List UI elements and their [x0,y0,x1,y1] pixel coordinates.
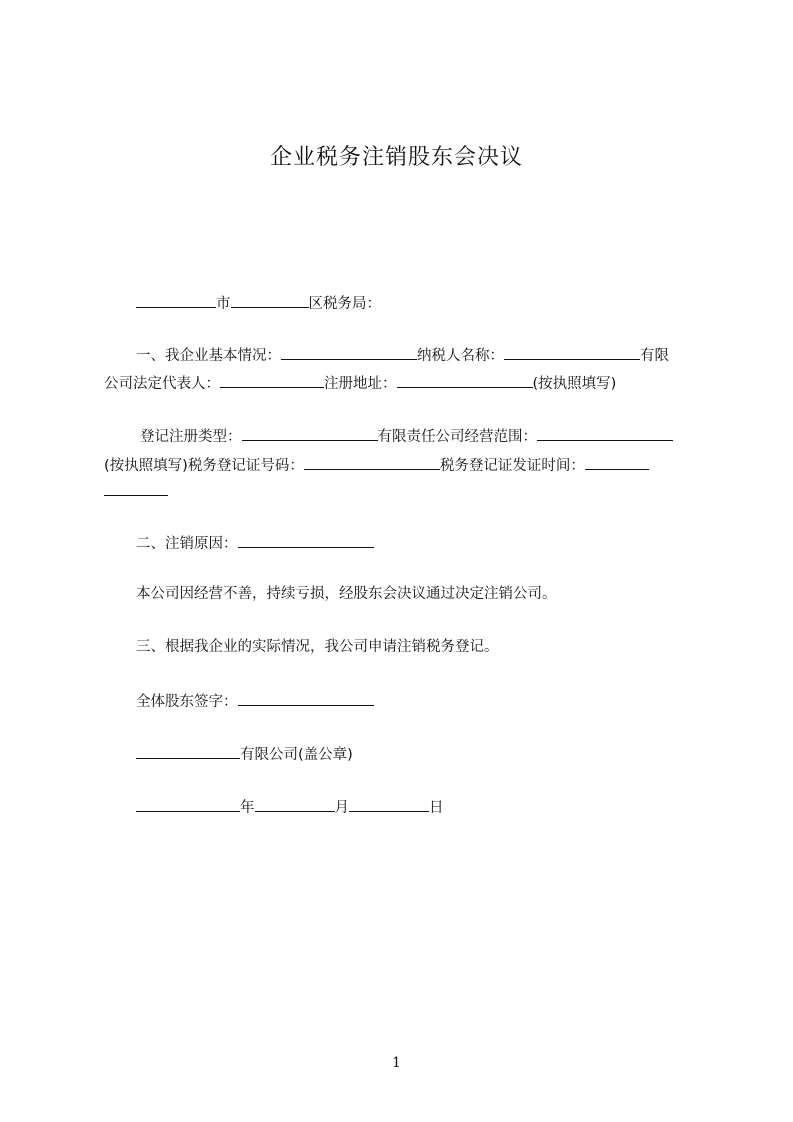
city-suffix: 市 [216,296,231,312]
tax-reg-number-label: (按执照填写)税务登记证号码： [104,458,304,474]
date-line [136,796,444,818]
page-number: 1 [392,1055,401,1071]
section1-line1 [136,344,669,366]
company-seal-line [136,743,353,765]
month-blank[interactable] [255,796,335,812]
scope-label: 有限责任公司经营范围： [377,429,537,445]
document-title: 企业税务注销股东会决议 [269,145,523,170]
taxpayer-name-blank[interactable] [504,344,640,360]
issue-time-label: 税务登记证发证时间： [439,458,585,474]
reg-type-label: 登记注册类型： [140,429,242,445]
taxpayer-name-label: 纳税人名称： [417,348,504,364]
day-blank[interactable] [349,796,429,812]
reg-address-label: 注册地址： [324,376,397,392]
shareholders-signature-line [136,690,374,712]
month-label: 月 [334,800,349,816]
legal-rep-label: 公司法定代表人： [104,376,220,392]
section1-line3 [140,425,673,447]
shareholders-label: 全体股东签字： [136,694,238,710]
legal-rep-blank[interactable] [220,372,324,388]
section1-label: 一、我企业基本情况： [136,348,281,364]
basic-info-blank[interactable] [281,344,417,360]
reason-blank[interactable] [238,532,374,548]
per-license-note: (按执照填写) [532,376,617,392]
issue-time-blank[interactable] [585,454,649,470]
tax-reg-number-blank[interactable] [304,454,440,470]
section3-text: 三、根据我企业的实际情况，我公司申请注销税务登记。 [136,639,499,655]
scope-blank[interactable] [537,425,673,441]
year-label: 年 [240,800,255,816]
addressee-line [136,292,381,314]
section1-line5 [104,480,168,502]
year-blank[interactable] [136,796,240,812]
day-label: 日 [429,800,444,816]
reg-type-blank[interactable] [242,425,378,441]
section2-label: 二、注销原因： [136,536,238,552]
reason-text: 本公司因经营不善，持续亏损，经股东会决议通过决定注销公司。 [136,586,557,602]
shareholders-signature-blank[interactable] [238,690,374,706]
company-name-blank[interactable] [136,743,240,759]
company-suffix: 有限 [640,348,669,364]
section1-line2 [104,372,616,394]
district-blank[interactable] [231,292,309,308]
reg-address-blank[interactable] [397,372,533,388]
city-blank[interactable] [136,292,216,308]
bureau-suffix: 区税务局： [308,296,381,312]
section1-line4 [104,454,649,476]
company-seal-label: 有限公司(盖公章) [240,747,353,763]
section2-line [136,532,374,554]
issue-time-blank-continued[interactable] [104,480,168,496]
